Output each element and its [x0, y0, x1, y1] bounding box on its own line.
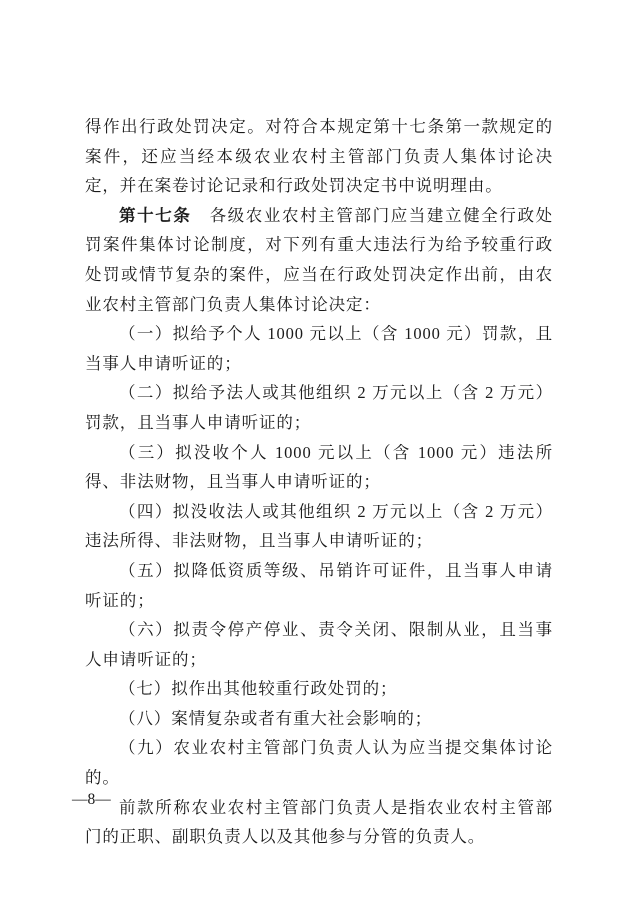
paragraph: （八）案情复杂或者有重大社会影响的； — [119, 708, 433, 728]
article-number: 第十七条 — [119, 205, 192, 225]
paragraph: （六）拟责令停产停业、责令关闭、限制从业，且当事人申请听证的； — [85, 620, 553, 669]
page-number: —8— — [72, 791, 111, 808]
paragraph: 前款所称农业农村主管部门负责人是指农业农村主管部门的正职、副职负责人以及其他参与分管的负责人。 — [85, 797, 553, 847]
paragraph: 得作出行政处罚决定。对符合本规定第十七条第一款规定的案件，还应当经本级农业农村主管部门负责人集体讨论决定，并在案卷讨论记录和行政处罚决定书中说明理由。 — [85, 117, 553, 196]
paragraph: （三）拟没收个人 1000 元以上（含 1000 元）违法所得、非法财物，且当事人申请听证的； — [85, 442, 553, 492]
paragraph: （五）拟降低资质等级、吊销许可证件，且当事人申请听证的； — [85, 560, 553, 610]
article-paragraph: 第十七条 各级农业农村主管部门应当建立健全行政处罚案件集体讨论制度，对下列有重大违法行为给予较重行政处罚或情节复杂的案件，应当在行政处罚决定作出前，由农业农村主管部门负责人集体讨论决定： — [85, 205, 553, 314]
paragraph: （七）拟作出其他较重行政处罚的； — [119, 679, 398, 699]
paragraph: （四）拟没收法人或其他组织 2 万元以上（含 2 万元）违法所得、非法财物，且当事人申请听证的； — [85, 501, 553, 551]
paragraph: （九）农业农村主管部门负责人认为应当提交集体讨论的。 — [85, 738, 553, 788]
document-body — [85, 112, 553, 852]
paragraph: （一）拟给予个人 1000 元以上（含 1000 元）罚款，且当事人申请听证的； — [85, 324, 553, 373]
paragraph: （二）拟给予法人或其他组织 2 万元以上（含 2 万元）罚款，且当事人申请听证的； — [85, 383, 553, 432]
